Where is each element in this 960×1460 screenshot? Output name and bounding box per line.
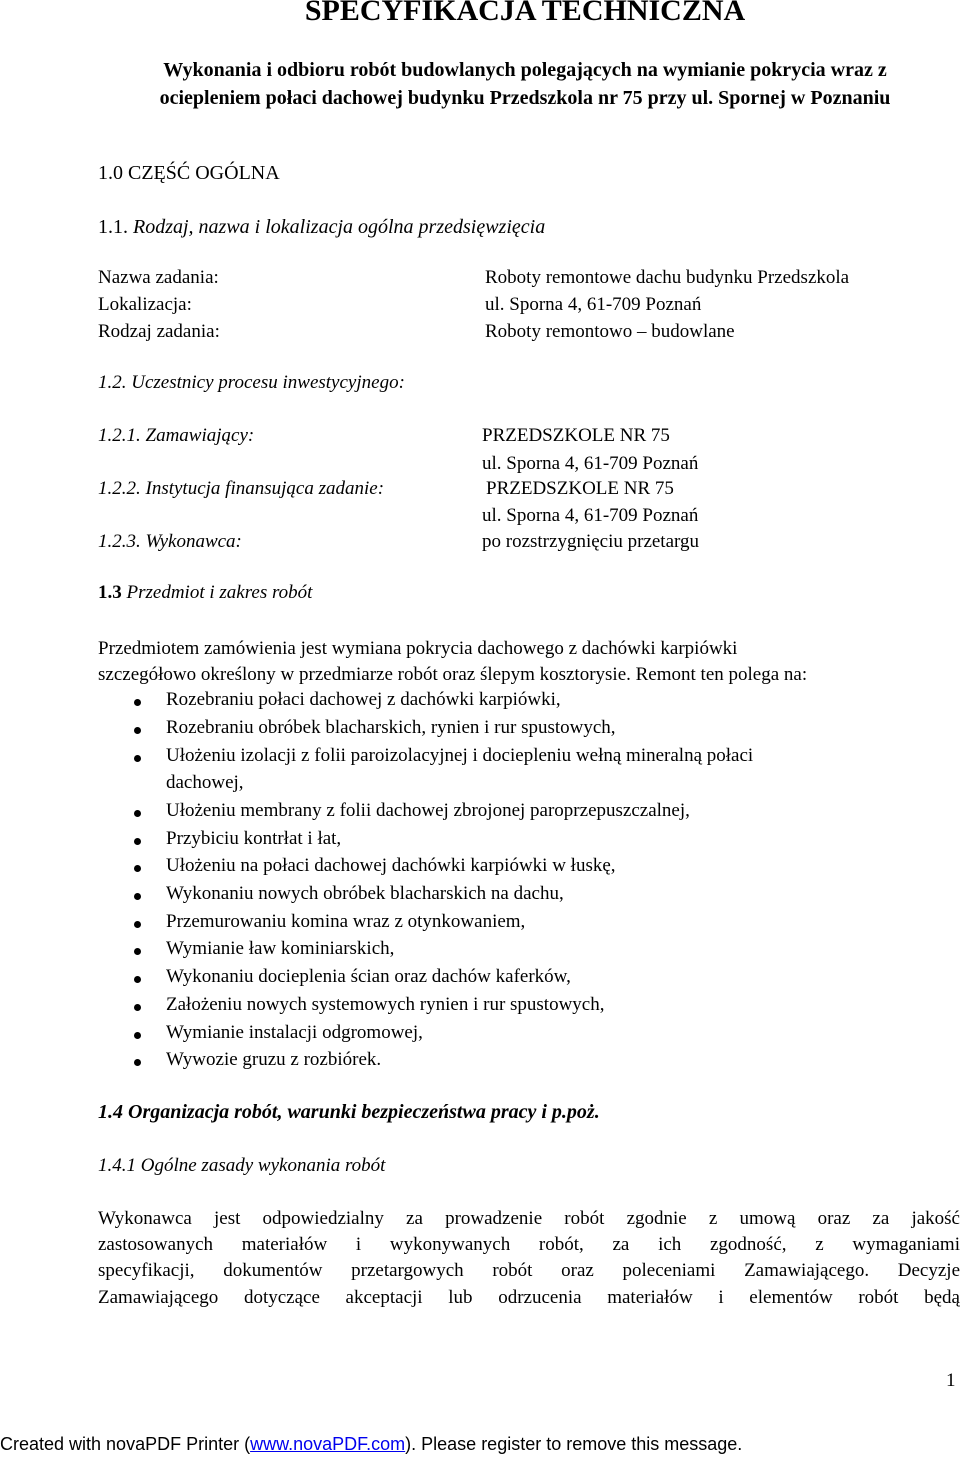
participant-1-label: 1.2.1. Zamawiający: [98,425,255,446]
paragraph-line-1: Wykonawca jest odpowiedzialny za prowadzenie robót zgodnie z umową oraz za jakość [98,1208,960,1229]
novapdf-link[interactable]: www.novaPDF.com [250,1434,406,1454]
participant-2-address: ul. Sporna 4, 61-709 Poznań [482,505,699,526]
section-1-2-heading: 1.2. Uczestnicy procesu inwestycyjnego: [98,372,405,393]
paragraph-line-3: specyfikacji, dokumentów przetargowych robót oraz poleceniami Zamawiającego. Decyzje [98,1260,960,1281]
task-label-type: Rodzaj zadania: [98,321,220,342]
list-item: Przemurowaniu komina wraz z otynkowaniem, [166,911,526,932]
list-item: Ułożeniu na połaci dachowej dachówki karpiówki w łuskę, [166,855,616,876]
list-item: Rozebraniu obróbek blacharskich, rynien i rur spustowych, [166,717,616,738]
task-value-location: ul. Sporna 4, 61-709 Poznań [485,294,702,315]
bullet-icon [134,1032,141,1039]
list-item: Wywozie gruzu z rozbiórek. [166,1049,382,1070]
list-item: Rozebraniu połaci dachowej z dachówki karpiówki, [166,689,561,710]
list-item: Ułożeniu izolacji z folii paroizolacyjnej i dociepleniu wełną mineralną połaci [166,745,754,766]
scope-paragraph-line-1: Przedmiotem zamówienia jest wymiana pokrycia dachowego z dachówki karpiówki [98,638,738,659]
participant-3-value: po rozstrzygnięciu przetargu [482,531,700,552]
section-1-4-1-heading: 1.4.1 Ogólne zasady wykonania robót [98,1155,386,1176]
scope-paragraph-line-2: szczegółowo określony w przedmiarze robót oraz ślepym kosztorysie. Remont ten polega na: [98,664,808,685]
participant-2-value: PRZEDSZKOLE NR 75 [486,478,674,499]
document-subtitle-line-2: ociepleniem połaci dachowej budynku Przedszkola nr 75 przy ul. Spornej w Poznaniu [159,87,891,109]
list-item: Wymianie instalacji odgromowej, [166,1022,423,1043]
bullet-icon [134,921,141,928]
bullet-icon [134,1059,141,1066]
list-item: Przybiciu kontrłat i łat, [166,828,342,849]
bullet-icon [134,976,141,983]
document-title: SPECYFIKACJA TECHNICZNA [304,0,746,27]
section-1-3-title: Przedmiot i zakres robót [126,582,313,603]
footer-prefix: Created with novaPDF Printer ( [0,1434,251,1454]
document-subtitle-line-1: Wykonania i odbioru robót budowlanych polegających na wymianie pokrycia wraz z [163,59,887,81]
bullet-icon [134,893,141,900]
task-value-name: Roboty remontowe dachu budynku Przedszkola [485,267,850,288]
bullet-icon [134,755,141,762]
section-1-0-heading: 1.0 CZĘŚĆ OGÓLNA [98,162,280,184]
bullet-icon [134,865,141,872]
participant-2-label: 1.2.2. Instytucja finansująca zadanie: [98,478,385,499]
section-1-1-heading [98,216,545,239]
print-watermark-footer [0,1434,742,1455]
section-1-3-heading [98,582,312,604]
task-label-name: Nazwa zadania: [98,267,219,288]
list-item-continuation: dachowej, [166,772,244,793]
bullet-icon [134,699,141,706]
bullet-icon [134,1004,141,1011]
list-item: Założeniu nowych systemowych rynien i rur spustowych, [166,994,605,1015]
paragraph-line-4: Zamawiającego dotyczące akceptacji lub odrzucenia materiałów i elementów robót będą [98,1287,960,1308]
bullet-icon [134,727,141,734]
list-item: Wykonaniu docieplenia ścian oraz dachów kaferków, [166,966,571,987]
footer-suffix: ). Please register to remove this message. [405,1434,743,1454]
list-item: Wykonaniu nowych obróbek blacharskich na dachu, [166,883,564,904]
bullet-icon [134,810,141,817]
list-item: Ułożeniu membrany z folii dachowej zbrojonej paroprzepuszczalnej, [166,800,690,821]
bullet-icon [134,948,141,955]
section-1-3-number: 1.3 [98,582,122,603]
page-number: 1 [946,1370,956,1391]
bullet-icon [134,838,141,845]
participant-1-address: ul. Sporna 4, 61-709 Poznań [482,453,699,474]
participant-3-label: 1.2.3. Wykonawca: [98,531,242,552]
section-1-4-heading: 1.4 Organizacja robót, warunki bezpieczeństwa pracy i p.poż. [98,1101,600,1123]
section-1-1-number: 1.1. [98,216,128,238]
list-item: Wymianie ław kominiarskich, [166,938,395,959]
task-label-location: Lokalizacja: [98,294,192,315]
section-1-1-title: Rodzaj, nazwa i lokalizacja ogólna przedsięwzięcia [133,216,546,238]
participant-1-value: PRZEDSZKOLE NR 75 [482,425,670,446]
paragraph-line-2: zastosowanych materiałów i wykonywanych robót, za ich zgodność, z wymaganiami [98,1234,960,1255]
task-value-type: Roboty remontowo – budowlane [485,321,735,342]
